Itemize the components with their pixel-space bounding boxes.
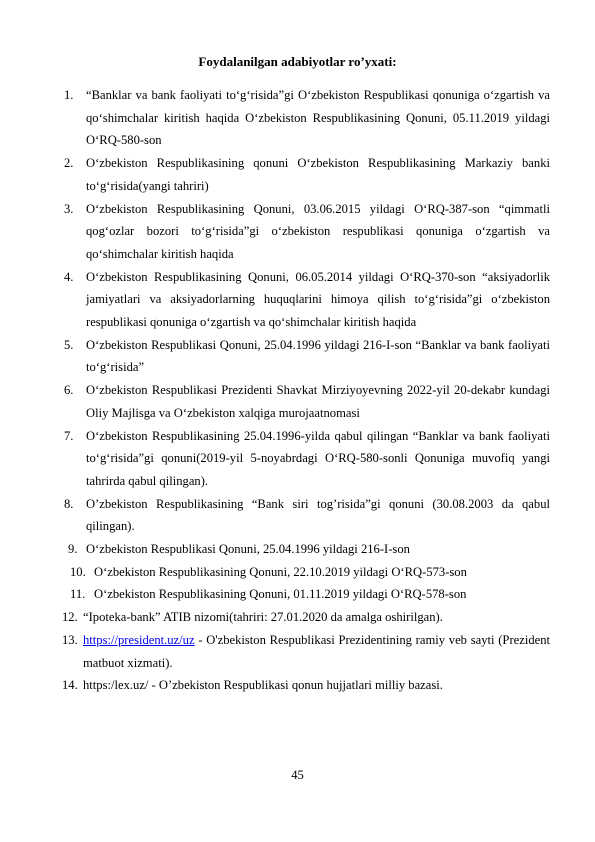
list-item bbox=[64, 198, 550, 266]
item-text: O‘zbekiston Respublikasining Qonuni, 06.05.2014 yildagi O‘RQ-370-son “aksiyadorlik jamiyatlari va aksiyadorlarning huquqlarini himoya qilish to‘g‘risida”gi o‘zbekiston respublikasi qonuniga o‘zgartish va qo‘shimchalar kiritish haqida bbox=[86, 269, 550, 330]
item-number: 11. bbox=[70, 587, 86, 602]
item-text: “Banklar va bank faoliyati to‘g‘risida”gi O‘zbekiston Respublikasi qonuniga o‘zgartish va qo‘shimchalar kiritish haqida O‘zbekiston Respublikasining Qonuni, 05.11.2019 yildagi O‘RQ-580-son bbox=[86, 88, 550, 148]
item-text: O‘zbekiston Respublikasi Qonuni, 25.04.1996 yildagi 216-I-son bbox=[86, 542, 410, 557]
item-text: O’zbekiston Respublikasining “Bank siri tog’risida”gi qonuni (30.08.2003 da qabul qilingan). bbox=[86, 496, 550, 534]
list-item bbox=[70, 583, 550, 606]
item-number: 4. bbox=[64, 269, 74, 284]
item-number: 5. bbox=[64, 337, 74, 352]
item-number: 1. bbox=[64, 88, 74, 102]
list-item bbox=[64, 152, 550, 197]
item-number: 10. bbox=[70, 564, 86, 579]
item-number: 3. bbox=[64, 201, 74, 216]
list-item bbox=[62, 629, 550, 674]
list-item bbox=[68, 538, 550, 561]
president-website-link[interactable]: https://president.uz/uz bbox=[83, 632, 195, 647]
item-number: 8. bbox=[64, 496, 74, 511]
list-item bbox=[62, 674, 550, 697]
item-link-description: - O'zbekiston Respublikasi Prezidentining ramiy veb sayti (Prezident matbuot xizmati). bbox=[83, 632, 550, 670]
item-text: O‘zbekiston Respublikasining Qonuni, 01.11.2019 yildagi O‘RQ-578-son bbox=[94, 587, 467, 602]
list-item bbox=[64, 266, 550, 334]
item-number: 9. bbox=[68, 542, 78, 557]
item-text: O‘zbekiston Respublikasining qonuni O‘zbekiston Respublikasining Markaziy banki to‘g‘risida(yangi tahriri) bbox=[86, 156, 550, 193]
item-text: O‘zbekiston Respublikasining Qonuni, 03.06.2015 yildagi O‘RQ-387-son “qimmatli qog‘ozlar bozori to‘g‘risida”gi o‘zbekiston respublikasi qonuniga o‘zgartish va qo‘shimchalar kiritish haqida bbox=[86, 201, 550, 261]
item-text: https:/lex.uz/ - O’zbekiston Respublikasi qonun hujjatlari milliy bazasi. bbox=[83, 678, 443, 693]
list-item bbox=[62, 606, 550, 629]
item-number: 13. bbox=[62, 632, 78, 647]
bibliography-list bbox=[62, 84, 550, 697]
item-text: O‘zbekiston Respublikasining 25.04.1996-yilda qabul qilingan “Banklar va bank faoliyati to‘g‘risida”gi qonuni(2019-yil 5-noyabrdagi O‘RQ-580-sonli Qonuniga muvofiq yangi tahrirda qabul qilingan). bbox=[86, 428, 550, 488]
list-item bbox=[64, 334, 550, 379]
list-item bbox=[70, 561, 550, 584]
list-item bbox=[64, 425, 550, 493]
list-item bbox=[64, 493, 550, 538]
item-number: 2. bbox=[64, 156, 74, 171]
item-number: 7. bbox=[64, 428, 74, 443]
item-text: O‘zbekiston Respublikasi Prezidenti Shavkat Mirziyoyevning 2022-yil 20-dekabr kundagi Oliy Majlisga va O‘zbekiston xalqiga murojaatnomasi bbox=[86, 383, 550, 420]
item-number: 6. bbox=[64, 383, 74, 398]
item-text: O‘zbekiston Respublikasi Qonuni, 25.04.1996 yildagi 216-I-son “Banklar va bank faoliyati to‘g‘risida” bbox=[86, 337, 550, 375]
item-number: 14. bbox=[62, 678, 78, 693]
bibliography-title: Foydalanilgan adabiyotlar ro’yxati: bbox=[198, 54, 397, 69]
item-text: “Ipoteka-bank” ATIB nizomi(tahriri: 27.01.2020 da amalga oshirilgan). bbox=[83, 610, 443, 625]
item-text bbox=[83, 629, 550, 674]
item-number: 12. bbox=[62, 610, 78, 625]
list-item bbox=[64, 84, 550, 152]
list-item bbox=[64, 379, 550, 424]
item-text: O‘zbekiston Respublikasining Qonuni, 22.10.2019 yildagi O‘RQ-573-son bbox=[94, 564, 467, 579]
page-number: 45 bbox=[291, 768, 304, 782]
